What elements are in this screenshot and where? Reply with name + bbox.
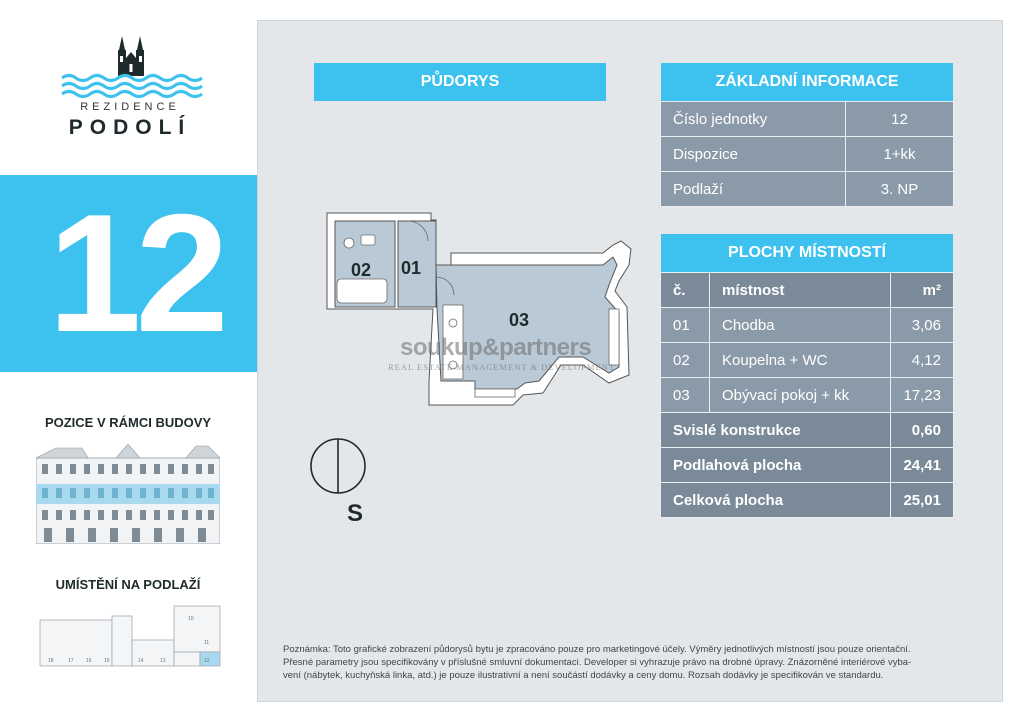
table-row xyxy=(661,137,954,172)
room-no: 02 xyxy=(661,343,710,378)
total-row xyxy=(661,413,954,448)
basic-info-table xyxy=(660,101,954,207)
room-no: 03 xyxy=(661,378,710,413)
room-label-02: 02 xyxy=(351,260,372,280)
room-area: 3,06 xyxy=(891,308,954,343)
total-value: 0,60 xyxy=(891,413,954,448)
table-header-row xyxy=(661,273,954,308)
table-row xyxy=(661,172,954,207)
info-label: Dispozice xyxy=(661,137,846,172)
total-value: 24,41 xyxy=(891,448,954,483)
table-row xyxy=(661,378,954,413)
total-row xyxy=(661,448,954,483)
room-area: 4,12 xyxy=(891,343,954,378)
total-label: Celková plocha xyxy=(661,483,891,518)
brand-sub: REZIDENCE xyxy=(80,101,180,113)
room-area: 17,23 xyxy=(891,378,954,413)
floor-unit-16: 16 xyxy=(86,658,92,664)
floor-unit-10: 10 xyxy=(188,616,194,622)
church-waves-icon xyxy=(56,30,206,102)
watermark xyxy=(388,334,630,380)
note-line-1: Poznámka: Toto grafické zobrazení půdorysů bytu je zpracováno pouze pro marketingové účely. Výměry jednotlivých místností jsou pouze orientační. xyxy=(283,644,911,655)
header-area: m² xyxy=(891,273,954,308)
compass-label: S xyxy=(347,500,364,527)
floorplan-title: PŮDORYS xyxy=(314,63,606,101)
disclaimer-note xyxy=(283,643,983,682)
floor-unit-12: 12 xyxy=(204,658,210,664)
info-value: 3. NP xyxy=(846,172,954,207)
floor-unit-18: 18 xyxy=(48,658,54,664)
position-title: POZICE V RÁMCI BUDOVY xyxy=(44,415,212,430)
room-label-01: 01 xyxy=(401,258,422,278)
total-label: Podlahová plocha xyxy=(661,448,891,483)
info-value: 1+kk xyxy=(846,137,954,172)
table-row xyxy=(661,102,954,137)
floorplan-drawing xyxy=(313,205,643,415)
watermark-sub: REAL ESTATE MANAGEMENT & DEVELOPMENT xyxy=(388,362,616,372)
building-elevation xyxy=(36,444,220,544)
room-label-03: 03 xyxy=(509,310,530,330)
table-row xyxy=(661,343,954,378)
brand-name: PODOLÍ xyxy=(68,116,192,139)
floor-unit-11: 11 xyxy=(204,640,210,646)
basic-info-title: ZÁKLADNÍ INFORMACE xyxy=(661,63,953,101)
floor-unit-17: 17 xyxy=(68,658,74,664)
note-line-3: vení (nábytek, kuchyňská linka, atd.) je pouze ilustrativní a není součástí dodávky a ceny domu. Rozsah dodávky je specifikován ve standardu. xyxy=(283,670,884,681)
room-name: Obývací pokoj + kk xyxy=(710,378,891,413)
total-label: Svislé konstrukce xyxy=(661,413,891,448)
room-name: Koupelna + WC xyxy=(710,343,891,378)
info-label: Podlaží xyxy=(661,172,846,207)
floor-location-plan xyxy=(36,600,226,675)
header-no: č. xyxy=(661,273,710,308)
rooms-table xyxy=(660,272,954,518)
table-row xyxy=(661,308,954,343)
room-name: Chodba xyxy=(710,308,891,343)
unit-number: 12 xyxy=(48,179,223,367)
info-value: 12 xyxy=(846,102,954,137)
floor-unit-15: 15 xyxy=(104,658,110,664)
note-line-2: Přesné parametry jsou specifikovány v příslušné smluvní dokumentaci. Developer si vyhrazuje právo na drobné úpravy. Znázorněné interiérové vyba- xyxy=(283,657,912,668)
floor-unit-14: 14 xyxy=(138,658,144,664)
header-room: místnost xyxy=(710,273,891,308)
watermark-main: soukup&partners xyxy=(400,334,592,361)
info-label: Číslo jednotky xyxy=(661,102,846,137)
compass xyxy=(305,433,375,528)
floor-unit-13: 13 xyxy=(160,658,166,664)
room-no: 01 xyxy=(661,308,710,343)
rooms-info-title: PLOCHY MÍSTNOSTÍ xyxy=(661,234,953,272)
total-row xyxy=(661,483,954,518)
total-value: 25,01 xyxy=(891,483,954,518)
floor-title: UMÍSTĚNÍ NA PODLAŽÍ xyxy=(55,577,201,592)
